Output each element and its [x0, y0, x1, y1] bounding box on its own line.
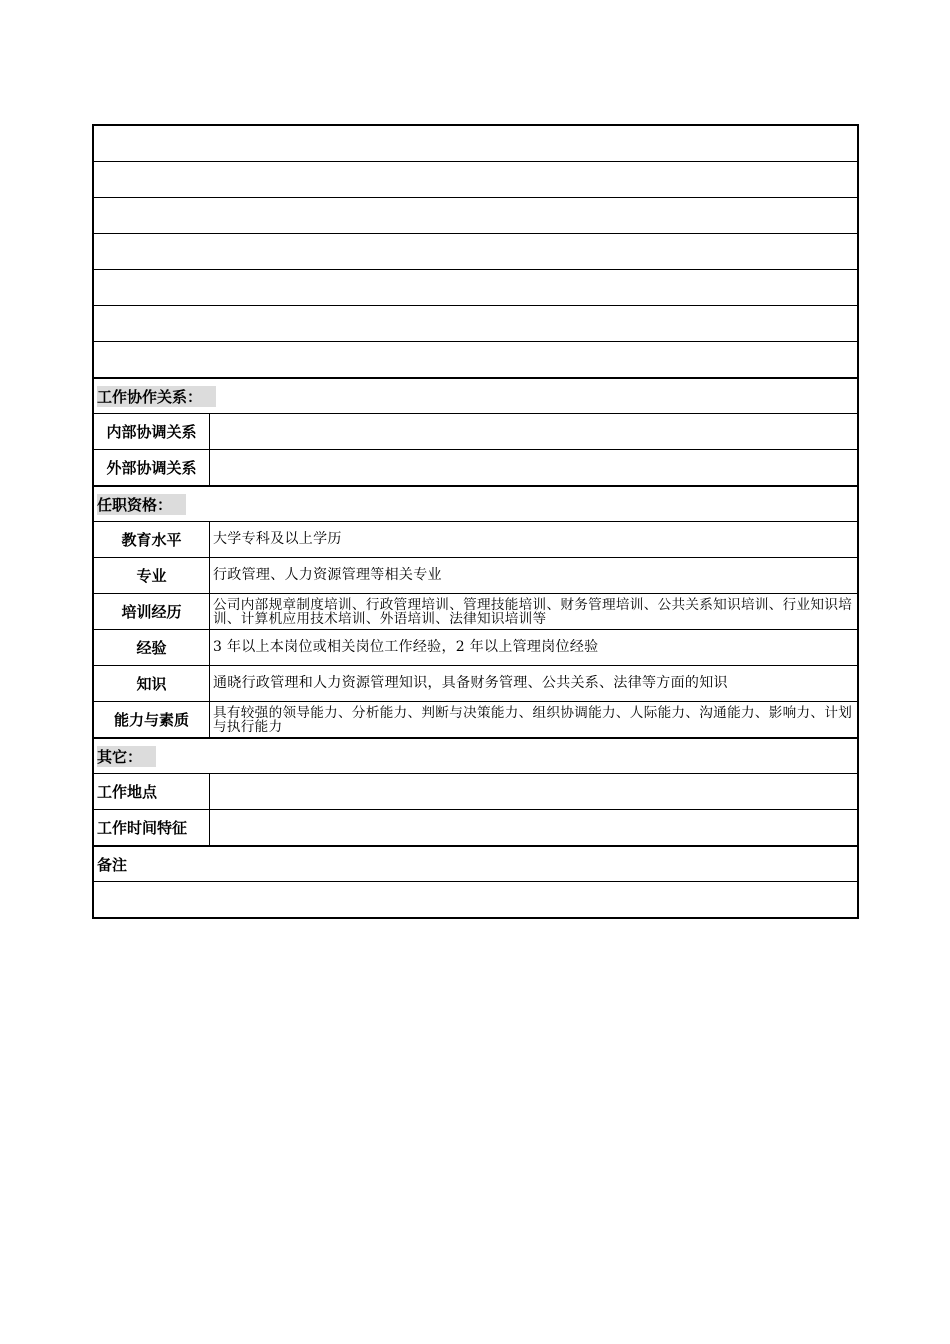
table-row: [94, 629, 857, 665]
row-value: 3 年以上本岗位或相关岗位工作经验，2 年以上管理岗位经验: [213, 639, 599, 655]
row-value: 通晓行政管理和人力资源管理知识，具备财务管理、公共关系、法律等方面的知识: [213, 675, 728, 691]
row-value: 公司内部规章制度培训、行政管理培训、管理技能培训、财务管理培训、公共关系知识培训、行业知识培训、计算机应用技术培训、外语培训、法律知识培训等: [213, 596, 853, 627]
section-header-qualifications: [94, 485, 857, 521]
row-label: 专业: [94, 558, 210, 593]
table-row: [94, 449, 857, 485]
section-title: 备注: [97, 855, 128, 874]
job-description-sheet: [92, 124, 859, 919]
table-row: [94, 701, 857, 737]
row-label: 经验: [94, 630, 210, 665]
section-title: 其它：: [97, 746, 156, 767]
row-label: 培训经历: [94, 594, 210, 629]
row-value: [210, 450, 857, 485]
row-label: 内部协调关系: [94, 414, 210, 449]
row-label: 工作时间特征: [94, 810, 210, 845]
row-label: 能力与素质: [94, 702, 210, 737]
row-label: 外部协调关系: [94, 450, 210, 485]
table-row: [94, 413, 857, 449]
table-row: [94, 557, 857, 593]
row-value: [210, 810, 857, 845]
table-row: [94, 809, 857, 845]
blank-row: [94, 341, 857, 377]
table-row: [94, 773, 857, 809]
row-label: 工作地点: [94, 774, 210, 809]
section-header-other: [94, 737, 857, 773]
row-label: 知识: [94, 666, 210, 701]
table-row: [94, 521, 857, 557]
table-row: [94, 665, 857, 701]
row-value: [210, 414, 857, 449]
row-value: 具有较强的领导能力、分析能力、判断与决策能力、组织协调能力、人际能力、沟通能力、影响力、计划与执行能力: [213, 704, 853, 735]
row-value: 大学专科及以上学历: [213, 531, 342, 547]
blank-row: [94, 233, 857, 269]
section-title: 工作协作关系：: [97, 386, 216, 407]
blank-row: [94, 126, 857, 161]
blank-row: [94, 305, 857, 341]
row-value: 行政管理、人力资源管理等相关专业: [213, 567, 442, 583]
blank-row: [94, 161, 857, 197]
section-title: 任职资格：: [97, 494, 186, 515]
blank-row: [94, 197, 857, 233]
row-label: 教育水平: [94, 522, 210, 557]
remarks-value: [94, 882, 857, 917]
section-header-collaboration: [94, 377, 857, 413]
remarks-row: [94, 881, 857, 917]
row-value: [210, 774, 857, 809]
section-header-remarks: [94, 845, 857, 881]
blank-row: [94, 269, 857, 305]
table-row: [94, 593, 857, 629]
